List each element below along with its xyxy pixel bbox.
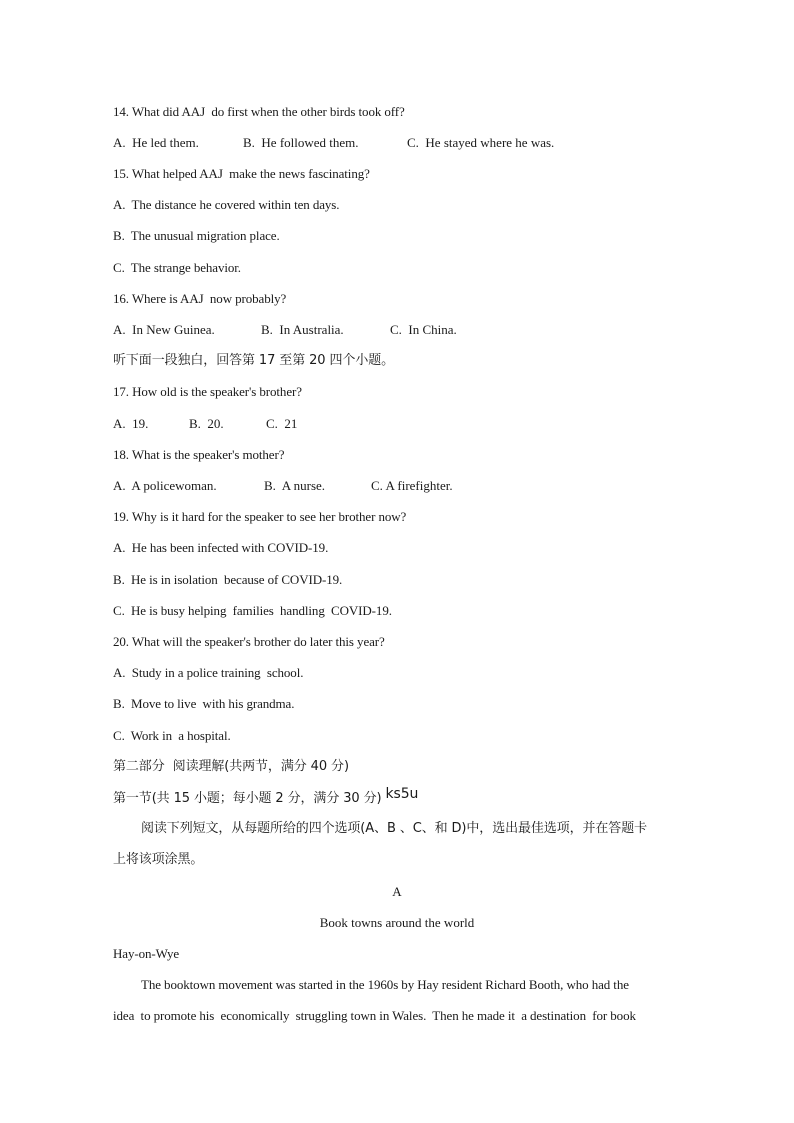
question-16-option-a: A. In New Guinea. [113, 322, 215, 337]
question-15-stem: 15. What helped AAJ make the news fascinating? [113, 166, 370, 181]
question-14-option-c: C. He stayed where he was. [407, 135, 555, 150]
question-19-option-a: A. He has been infected with COVID-19. [113, 540, 329, 555]
question-16-option-b: B. In Australia. [261, 322, 344, 337]
question-20-option-a: A. Study in a police training school. [113, 665, 304, 680]
watermark-text: ks5u [385, 786, 419, 802]
question-18-option-c: C. A firefighter. [371, 478, 453, 493]
part-2-heading: 第二部分 阅读理解(共两节，满分 40 分) [113, 759, 349, 774]
passage-title: Book towns around the world [319, 915, 475, 930]
monologue-instruction: 听下面一段独白，回答第 17 至第 20 四个小题。 [113, 353, 395, 368]
question-19-stem: 19. Why is it hard for the speaker to see her brother now? [113, 509, 407, 524]
question-20-stem: 20. What will the speaker's brother do later this year? [113, 634, 385, 649]
question-20-option-c: C. Work in a hospital. [113, 728, 231, 743]
passage-letter: A [392, 884, 402, 899]
section-1-text: 第一节(共 15 小题；每小题 2 分，满分 30 分) [113, 791, 382, 806]
question-18-option-a: A. A policewoman. [113, 478, 217, 493]
question-15-option-b: B. The unusual migration place. [113, 228, 280, 243]
passage-subheading: Hay-on-Wye [113, 946, 180, 961]
question-17-stem: 17. How old is the speaker's brother? [113, 384, 302, 399]
question-16-option-c: C. In China. [390, 322, 457, 337]
question-19-option-b: B. He is in isolation because of COVID-19. [113, 572, 343, 587]
passage-paragraph-line-2: idea to promote his economically struggling town in Wales. Then he made it a destination for book [113, 1008, 636, 1023]
question-20-option-b: B. Move to live with his grandma. [113, 696, 295, 711]
question-15-option-c: C. The strange behavior. [113, 260, 241, 275]
reading-instruction-line-1: 阅读下列短文，从每题所给的四个选项(A、B 、C、和 D)中，选出最佳选项，并在答题卡 [141, 821, 648, 836]
question-17-option-b: B. 20. [189, 416, 224, 431]
question-16-stem: 16. Where is AAJ now probably? [113, 291, 287, 306]
passage-paragraph-line-1: The booktown movement was started in the 1960s by Hay resident Richard Booth, who had the [141, 977, 629, 992]
question-18-stem: 18. What is the speaker's mother? [113, 447, 285, 462]
question-18-option-b: B. A nurse. [264, 478, 326, 493]
question-14-option-b: B. He followed them. [243, 135, 359, 150]
reading-instruction-line-2: 上将该项涂黑。 [113, 852, 204, 867]
section-1-heading [113, 786, 419, 807]
question-17-option-c: C. 21 [266, 416, 298, 431]
question-15-option-a: A. The distance he covered within ten days. [113, 197, 340, 212]
question-14-stem: 14. What did AAJ do first when the other birds took off? [113, 104, 405, 119]
question-17-option-a: A. 19. [113, 416, 149, 431]
question-14-option-a: A. He led them. [113, 135, 199, 150]
question-19-option-c: C. He is busy helping families handling COVID-19. [113, 603, 392, 618]
